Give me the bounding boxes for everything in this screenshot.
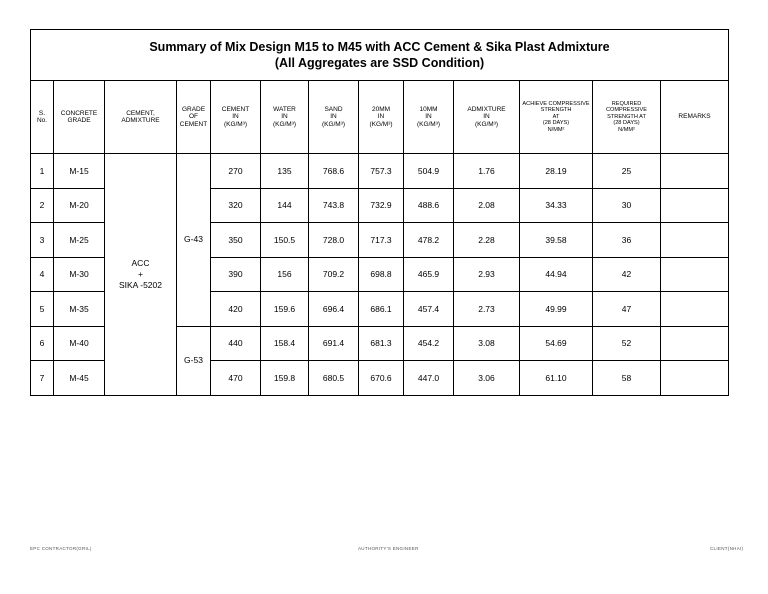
cell-remarks — [661, 292, 729, 327]
cell-20mm: 670.6 — [359, 361, 404, 396]
cell-required: 25 — [593, 154, 661, 189]
cell-remarks — [661, 154, 729, 189]
cell-sand: 691.4 — [309, 326, 359, 361]
cell-10mm: 488.6 — [404, 188, 454, 223]
cell-admixture: 2.08 — [454, 188, 520, 223]
header-grade-of-cement: GRADE OF CEMENT — [177, 81, 211, 154]
header-20mm: 20MM IN (KG/M³) — [359, 81, 404, 154]
cell-cement: 390 — [211, 257, 261, 292]
cell-sno: 7 — [31, 361, 54, 396]
cell-water: 144 — [261, 188, 309, 223]
cell-sno: 4 — [31, 257, 54, 292]
cell-sand: 728.0 — [309, 223, 359, 258]
cell-sno: 1 — [31, 154, 54, 189]
cell-grade: M-35 — [54, 292, 105, 327]
cell-cement-grade-g43: G-43 — [177, 154, 211, 327]
header-remarks: REMARKS — [661, 81, 729, 154]
header-10mm: 10MM IN (KG/M³) — [404, 81, 454, 154]
cell-20mm: 698.8 — [359, 257, 404, 292]
cell-20mm: 757.3 — [359, 154, 404, 189]
header-water: WATER IN (KG/M³) — [261, 81, 309, 154]
footer-epc-contractor: EPC CONTRACTOR(GRIL) — [30, 546, 92, 551]
cell-required: 42 — [593, 257, 661, 292]
cell-admixture: 2.73 — [454, 292, 520, 327]
header-achieved-strength: ACHIEVE COMPRESSIVE STRENGTH AT (28 DAYS) N/MM² — [520, 81, 593, 154]
header-sno: S. No. — [31, 81, 54, 154]
cell-water: 159.6 — [261, 292, 309, 327]
cell-sno: 2 — [31, 188, 54, 223]
header-concrete-grade: CONCRETE GRADE — [54, 81, 105, 154]
cell-admixture: 2.93 — [454, 257, 520, 292]
cell-water: 158.4 — [261, 326, 309, 361]
cell-required: 36 — [593, 223, 661, 258]
cell-water: 135 — [261, 154, 309, 189]
cell-sno: 5 — [31, 292, 54, 327]
cell-cement-grade-g53: G-53 — [177, 326, 211, 395]
cell-cement: 350 — [211, 223, 261, 258]
cell-20mm: 686.1 — [359, 292, 404, 327]
cell-water: 150.5 — [261, 223, 309, 258]
cell-achieved: 49.99 — [520, 292, 593, 327]
title-line-2: (All Aggregates are SSD Condition) — [274, 56, 485, 70]
cell-admixture: 1.76 — [454, 154, 520, 189]
cell-required: 52 — [593, 326, 661, 361]
cell-required: 30 — [593, 188, 661, 223]
cell-remarks — [661, 188, 729, 223]
cell-10mm: 447.0 — [404, 361, 454, 396]
cell-grade: M-40 — [54, 326, 105, 361]
cell-achieved: 61.10 — [520, 361, 593, 396]
cell-remarks — [661, 361, 729, 396]
cell-achieved: 54.69 — [520, 326, 593, 361]
cell-required: 47 — [593, 292, 661, 327]
cell-required: 58 — [593, 361, 661, 396]
cell-cement-admixture: ACC + SIKA -5202 — [105, 154, 177, 396]
cell-achieved: 44.94 — [520, 257, 593, 292]
cell-admixture: 2.28 — [454, 223, 520, 258]
header-cement: CEMENT IN (KG/M³) — [211, 81, 261, 154]
cell-sno: 3 — [31, 223, 54, 258]
cell-10mm: 504.9 — [404, 154, 454, 189]
cell-10mm: 454.2 — [404, 326, 454, 361]
header-admixture: ADMIXTURE IN (KG/M³) — [454, 81, 520, 154]
cell-cement: 320 — [211, 188, 261, 223]
cell-20mm: 732.9 — [359, 188, 404, 223]
cell-water: 156 — [261, 257, 309, 292]
cell-sand: 768.6 — [309, 154, 359, 189]
cell-admixture: 3.08 — [454, 326, 520, 361]
cell-cement: 470 — [211, 361, 261, 396]
cell-achieved: 28.19 — [520, 154, 593, 189]
cell-10mm: 478.2 — [404, 223, 454, 258]
footer-client: CLIENT(NHAI) — [710, 546, 744, 551]
header-row — [31, 81, 729, 154]
cell-sand: 709.2 — [309, 257, 359, 292]
mix-design-sheet — [30, 29, 728, 396]
header-required-strength: REQUIRED COMPRESSIVE STRENGTH AT (28 DAYS) N/MM² — [593, 81, 661, 154]
mix-design-table — [30, 29, 729, 396]
table-title — [31, 30, 729, 81]
cell-grade: M-25 — [54, 223, 105, 258]
cell-grade: M-15 — [54, 154, 105, 189]
footer-authority-engineer: AUTHORITY'S ENGINEER — [358, 546, 419, 551]
cell-sand: 680.5 — [309, 361, 359, 396]
cell-remarks — [661, 223, 729, 258]
cell-sand: 696.4 — [309, 292, 359, 327]
cell-admixture: 3.06 — [454, 361, 520, 396]
cell-achieved: 39.58 — [520, 223, 593, 258]
cell-remarks — [661, 326, 729, 361]
header-cement-admixture: CEMENT, ADMIXTURE — [105, 81, 177, 154]
cell-cement: 420 — [211, 292, 261, 327]
cell-sno: 6 — [31, 326, 54, 361]
cell-remarks — [661, 257, 729, 292]
cell-cement: 270 — [211, 154, 261, 189]
cell-achieved: 34.33 — [520, 188, 593, 223]
cell-20mm: 717.3 — [359, 223, 404, 258]
cell-20mm: 681.3 — [359, 326, 404, 361]
cell-water: 159.8 — [261, 361, 309, 396]
title-line-1: Summary of Mix Design M15 to M45 with ACC Cement & Sika Plast Admixture — [149, 40, 610, 54]
cell-grade: M-45 — [54, 361, 105, 396]
cell-cement: 440 — [211, 326, 261, 361]
cell-10mm: 465.9 — [404, 257, 454, 292]
header-sand: SAND IN (KG/M³) — [309, 81, 359, 154]
cell-grade: M-30 — [54, 257, 105, 292]
cell-grade: M-20 — [54, 188, 105, 223]
table-row — [31, 154, 729, 189]
cell-sand: 743.8 — [309, 188, 359, 223]
cell-10mm: 457.4 — [404, 292, 454, 327]
